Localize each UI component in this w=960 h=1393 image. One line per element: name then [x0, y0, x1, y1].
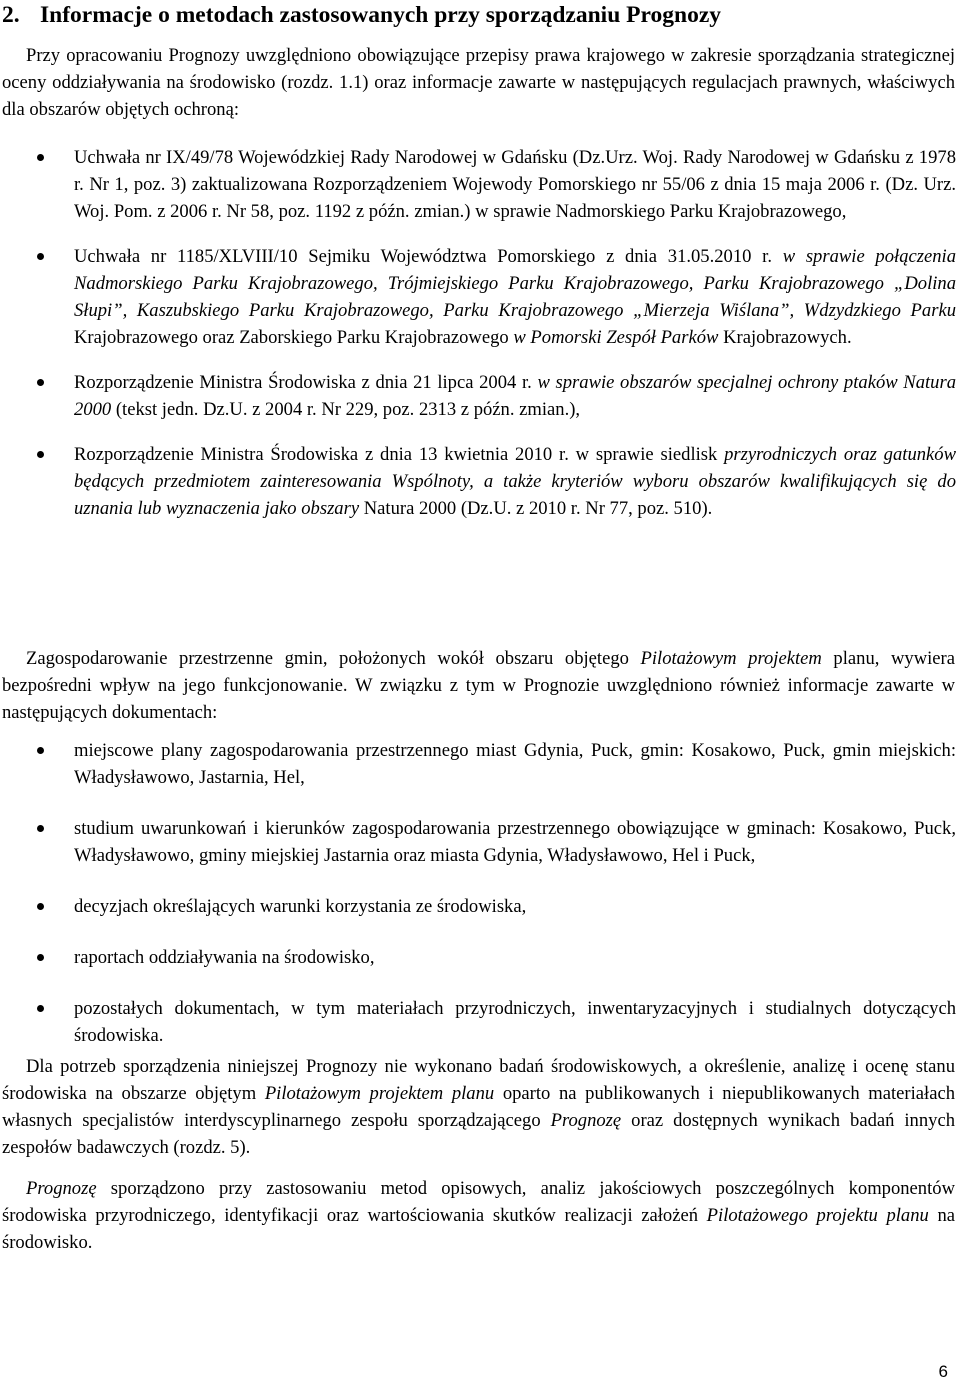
regulation-italic: w sprawie połączenia Nadmorskiego Parku Krajobrazowego, Trójmiejskiego Parku Krajobrazowego, Parku Krajobrazowego „Dolina Słupi”, Kaszubskiego Parku Krajobrazowego, Parku Krajobrazowego „Mierzeja Wiślana”, Wdzydzkiego Parku	[74, 246, 956, 321]
paragraph-italic: Prognozę	[26, 1178, 97, 1199]
paragraph-text: sporządzono przy zastosowaniu metod opisowych, analiz jakościowych poszczególnych komponentów środowiska przyrodniczego, identyfikacji oraz wartościowania skutków realizacji założeń	[2, 1178, 955, 1226]
list-item: miejscowe plany zagospodarowania przestrzennego miast Gdynia, Puck, gmin: Kosakowo, Puck, gmin miejskich: Władysławowo, Jastarnia, Hel,	[0, 737, 956, 791]
regulation-italic: w sprawie obszarów specjalnej ochrony ptaków Natura 2000	[74, 372, 956, 420]
documents-list	[0, 737, 956, 1049]
paragraph-italic: Pilotażowym projektem	[640, 648, 822, 669]
paragraph-text: oparto na publikowanych i niepublikowanych materiałach własnych specjalistów interdyscyplinarnego zespołu sporządzającego	[2, 1083, 955, 1131]
list-item	[0, 144, 956, 225]
list-item: raportach oddziaływania na środowisko,	[0, 944, 956, 971]
paragraph-3	[2, 1053, 955, 1161]
regulation-text: (tekst jedn. Dz.U. z 2004 r. Nr 229, poz. 2313 z późn. zmian.),	[111, 399, 581, 420]
paragraph-text: na środowisko.	[2, 1205, 956, 1253]
section-number: 2.	[2, 2, 20, 28]
regulation-italic: przyrodniczych oraz gatunków będących przedmiotem zainteresowania Wspólnoty, a także kryteriów wyboru obszarów kwalifikujących się do uznania lub wyznaczenia jako obszary	[74, 444, 956, 519]
paragraph-4	[2, 1175, 955, 1256]
regulation-text: Natura 2000 (Dz.U. z 2010 r. Nr 77, poz. 510).	[359, 498, 713, 519]
regulation-text: Krajobrazowych.	[718, 327, 852, 348]
paragraph-italic: Prognozę	[550, 1110, 622, 1131]
regulation-text: Uchwała nr 1185/XLVIII/10 Sejmiku Województwa Pomorskiego z dnia 31.05.2010 r.	[74, 246, 783, 267]
regulation-text: Rozporządzenie Ministra Środowiska z dnia 13 kwietnia 2010 r. w sprawie siedlisk	[74, 444, 725, 465]
intro-paragraph: Przy opracowaniu Prognozy uwzględniono obowiązujące przepisy prawa krajowego w zakresie sporządzania strategicznej oceny oddziaływania na środowisko (rozdz. 1.1) oraz informacje zawarte w następujących regulacjach prawnych, właściwych dla obszarów objętych ochroną:	[2, 45, 955, 120]
list-item	[0, 369, 956, 423]
paragraph-text: Dla potrzeb sporządzenia niniejszej Prognozy nie wykonano badań środowiskowych, a określenie, analizę i ocenę stanu środowiska na obszarze objętym	[2, 1056, 955, 1104]
list-item: pozostałych dokumentach, w tym materiałach przyrodniczych, inwentaryzacyjnych i studialnych dotyczących środowiska.	[0, 995, 956, 1049]
regulation-text: Krajobrazowego oraz Zaborskiego Parku Krajobrazowego	[74, 327, 514, 348]
paragraph-text: planu, wywiera bezpośredni wpływ na jego funkcjonowanie. W związku z tym w Prognozie uwzględniono również informacje zawarte w następujących dokumentach:	[2, 648, 956, 723]
paragraph-text: oraz dostępnych wynikach badań innych zespołów badawczych (rozdz. 5).	[2, 1110, 955, 1158]
regulation-text: Uchwała nr IX/49/78 Wojewódzkiej Rady Narodowej w Gdańsku (Dz.Urz. Woj. Rady Narodowej w Gdańsku z 1978 r. Nr 1, poz. 3) zaktualizowana Rozporządzeniem Wojewody Pomorskiego nr 55/06 z dnia 15 maja 2006 r. (Dz. Urz. Woj. Pom. z 2006 r. Nr 58, poz. 1192 z późn. zmian.) w sprawie Nadmorskiego Parku Krajobrazowego,	[74, 147, 956, 222]
list-item: decyzjach określających warunki korzystania ze środowiska,	[0, 893, 956, 920]
list-item	[0, 243, 956, 351]
page-number: 6	[938, 1362, 948, 1381]
paragraph-text: Zagospodarowanie przestrzenne gmin, położonych wokół obszaru objętego	[26, 648, 641, 669]
paragraph-italic: Pilotażowym projektem planu	[264, 1083, 495, 1104]
regulation-italic: w Pomorski Zespół Parków	[513, 327, 719, 348]
section-title: Informacje o metodach zastosowanych przy sporządzaniu Prognozy	[40, 2, 722, 28]
paragraph-2	[2, 645, 955, 726]
section-heading	[2, 0, 721, 30]
regulations-list	[0, 144, 956, 522]
paragraph-italic: Pilotażowego projektu planu	[706, 1205, 929, 1226]
list-item	[0, 441, 956, 522]
regulation-text: Rozporządzenie Ministra Środowiska z dnia 21 lipca 2004 r.	[74, 372, 538, 393]
list-item: studium uwarunkowań i kierunków zagospodarowania przestrzennego obowiązujące w gminach: Kosakowo, Puck, Władysławowo, gminy miejskiej Jastarnia oraz miasta Gdynia, Władysławowo, Hel i Puck,	[0, 815, 956, 869]
